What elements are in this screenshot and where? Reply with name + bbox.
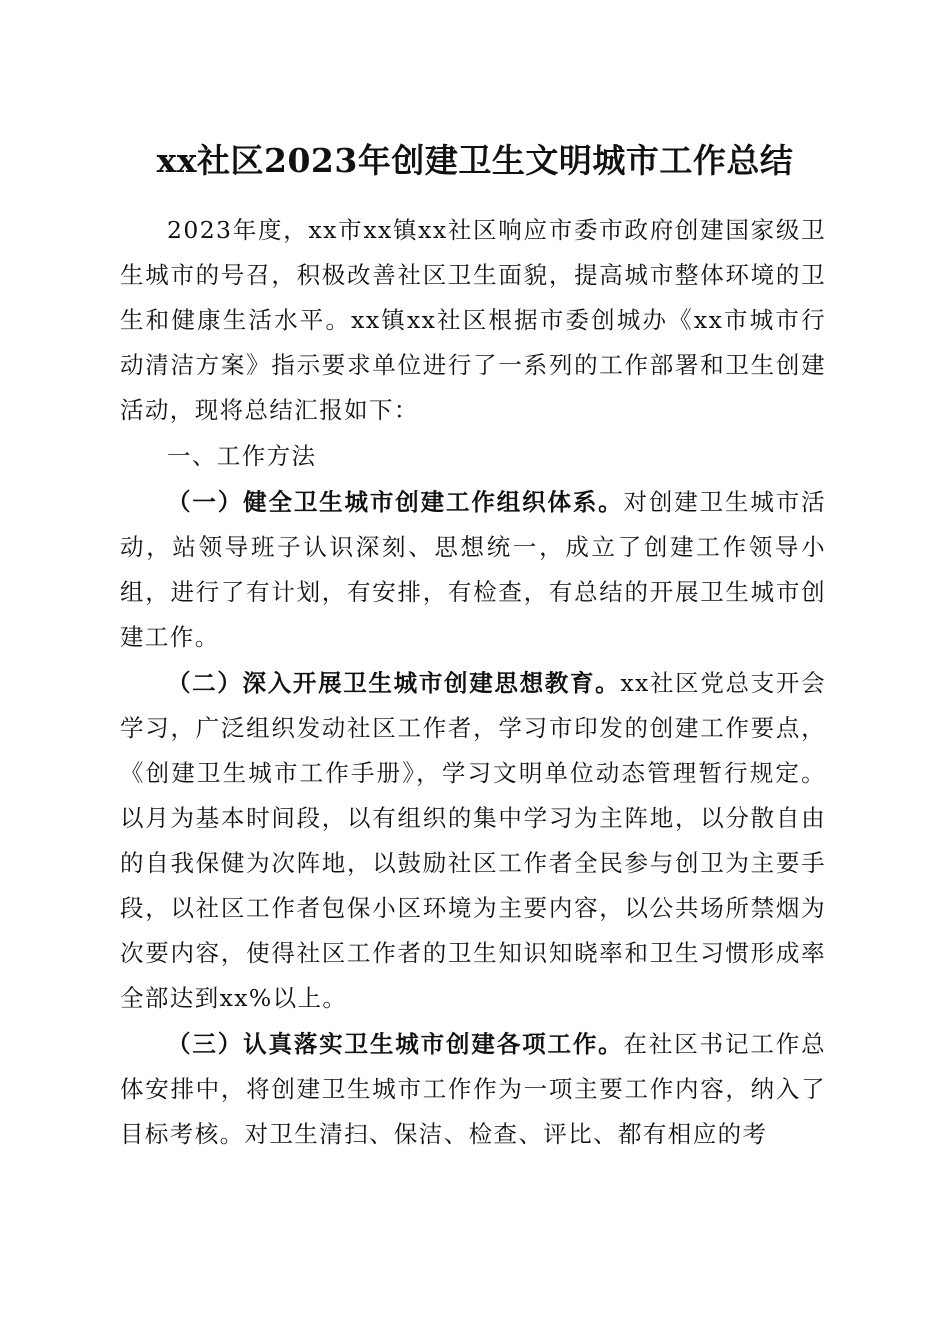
paragraph-lead: （一）健全卫生城市创建工作组织体系。	[167, 488, 624, 516]
paragraph-text: 在社区书记工作总体安排中，将创建卫生城市工作作为一项主要工作内容，纳入了目标考核。对卫生清扫、保洁、检查、评比、都有相应的考	[120, 1030, 826, 1148]
paragraph-text: xx社区党总支开会学习，广泛组织发动社区工作者，学习市印发的创建工作要点，《创建卫生城市工作手册》，学习文明单位动态管理暂行规定。以月为基本时间段，以有组织的集中学习为主阵地，以分散自由的自我保健为次阵地，以鼓励社区工作者全民参与创卫为主要手段，以社区工作者包保小区环境为主要内容，以公共场所禁烟为次要内容，使得社区工作者的卫生知识知晓率和卫生习惯形成率全部达到xx%以上。	[120, 669, 826, 1012]
intro-paragraph: 2023年度，xx市xx镇xx社区响应市委市政府创建国家级卫生城市的号召，积极改善社区卫生面貌，提高城市整体环境的卫生和健康生活水平。xx镇xx社区根据市委创城办《xx市城市行动清洁方案》指示要求单位进行了一系列的工作部署和卫生创建活动，现将总结汇报如下：	[120, 216, 826, 424]
body-paragraph	[120, 661, 826, 1021]
body-paragraph	[120, 1022, 826, 1157]
section-heading: 一、工作方法	[167, 442, 317, 470]
paragraph-lead: （二）深入开展卫生城市创建思想教育。	[167, 669, 621, 697]
body-paragraph	[120, 480, 826, 660]
document-title: xx社区2023年创建卫生文明城市工作总结	[156, 141, 794, 180]
document-body	[120, 208, 826, 1157]
paragraph-lead: （三）认真落实卫生城市创建各项工作。	[167, 1030, 624, 1058]
paragraph-text: 对创建卫生城市活动，站领导班子认识深刻、思想统一，成立了创建工作领导小组，进行了有计划，有安排，有检查，有总结的开展卫生城市创建工作。	[120, 488, 826, 651]
